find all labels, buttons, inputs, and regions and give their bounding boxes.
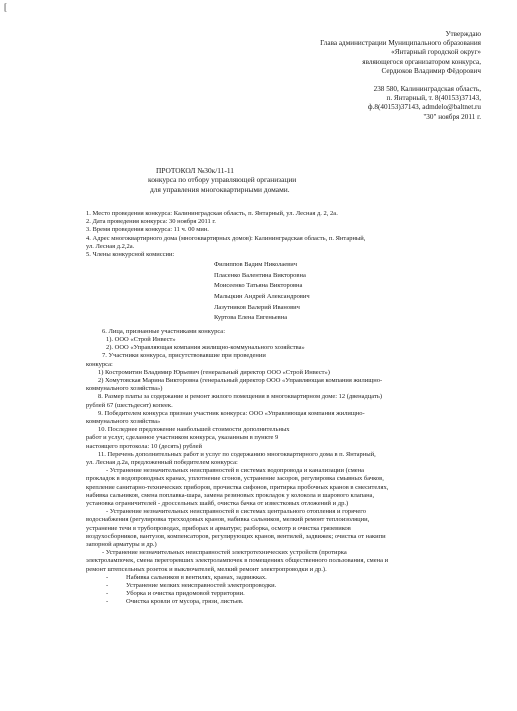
section10-text: 10. Последнее предложение наибольшей стоимости дополнительных bbox=[98, 426, 290, 434]
corner-mark: [ bbox=[4, 2, 8, 12]
protocol-body bbox=[86, 210, 491, 607]
item-commission: 5. Члены конкурсной комиссии: bbox=[86, 251, 175, 259]
address-line: 238 580, Калининградская область, bbox=[373, 85, 481, 94]
member-name: Пласенко Валентина Викторовна bbox=[214, 271, 306, 279]
work-item-heating-cont: запорной арматуры и др.) bbox=[86, 541, 157, 549]
protocol-heading bbox=[148, 166, 378, 194]
work-item-plumbing-cont: крепление санитарно-технических приборов, прочистка сифонов, притирка пробочных кранов в смесителях, bbox=[86, 483, 389, 491]
dash-bullet-icon: - bbox=[106, 598, 109, 606]
section7-heading-cont: конкурса: bbox=[86, 360, 113, 368]
work-item-plumbing-cont: установка ограничителей - дроссельных шайб, очистка бачка от известковых отложений и др.) bbox=[86, 500, 349, 508]
item-address-cont: ул. Лесная д.2,2а. bbox=[86, 242, 135, 250]
work-item-heating-cont: устранение течи в трубопроводах, приборах и арматуре; разборка, осмотр и очистка грязевиков bbox=[86, 524, 351, 532]
member-name: Филиппов Вадим Николаевич bbox=[214, 261, 297, 269]
protocol-subtitle: для управления многоквартирными домами. bbox=[150, 184, 290, 194]
dash-bullet-icon: - bbox=[106, 582, 109, 590]
section6-heading: 6. Лица, признанные участниками конкурса: bbox=[102, 327, 225, 335]
bullet-text: Набивка сальников в вентилях, кранах, задвижках. bbox=[126, 573, 267, 581]
item-date: 2. Дата проведения конкурса: 30 ноября 2011 г. bbox=[86, 218, 216, 226]
work-item-heating-cont: водоснабжения (регулировка трехходовых кранов, набивка сальников, мелкий ремонт теплоизоляции, bbox=[86, 516, 370, 524]
commission-members bbox=[86, 260, 491, 324]
address-line: ф.8(40153)37143, admdelo@baltnet.ru bbox=[367, 103, 481, 112]
approval-line: Утверждаю bbox=[445, 30, 481, 38]
approval-line: Глава администрации Муниципального образования bbox=[320, 39, 481, 48]
section11-heading-cont: ул. Лесная д.2а, предложенный победителем конкурса: bbox=[86, 459, 238, 467]
section8-text-cont: рублей 67 (шестьдесят) копеек. bbox=[86, 401, 173, 409]
protocol-subtitle: конкурса по отбору управляющей организации bbox=[148, 175, 297, 185]
work-item-electrical-cont: электролампочек, смена перегоревших электролампочек в помещениях общественного пользования, смена и bbox=[86, 557, 389, 565]
dash-bullet-icon: - bbox=[106, 590, 109, 598]
section7-heading: 7. Участники конкурса, присутствовавшие при проведении bbox=[102, 352, 266, 360]
participant-item: 1). ООО «Строй Инвест» bbox=[106, 335, 176, 343]
section8-text: 8. Размер платы за содержание и ремонт жилого помещения в многоквартирном доме: 12 (двенадцать) bbox=[98, 393, 382, 401]
bullet-text: Уборка и очистка придомовой территории. bbox=[126, 590, 245, 598]
work-item-electrical-cont: ремонт штепсельных розеток и выключателей, мелкий ремонт электропроводки и др.). bbox=[86, 565, 327, 573]
member-name: Моисеенко Татьяна Викторовна bbox=[214, 282, 303, 290]
member-name: Куртова Елена Евгеньевна bbox=[214, 314, 288, 322]
bullet-item bbox=[86, 598, 491, 606]
approval-line: являющегося организатором конкурса, bbox=[362, 57, 481, 66]
item-time: 3. Время проведения конкурса: 11 ч. 00 мин. bbox=[86, 226, 209, 234]
section9-text-cont: коммунального хозяйства» bbox=[86, 418, 161, 426]
bullet-item bbox=[86, 574, 491, 582]
attendee-item: 2) Хомутовская Марина Викторовна (генеральный директор ООО «Управляющая компания жилищно- bbox=[98, 377, 383, 384]
section9-text: 9. Победителем конкурса признан участник конкурса: ООО «Управляющая компания жилищно- bbox=[98, 409, 365, 417]
work-item-plumbing-cont: прокладок в водопроводных кранах, уплотнение сгонов, устранение засоров, регулировка смывных бачков, bbox=[86, 475, 384, 483]
participant-item: 2). ООО «Управляющая компания жилищно-коммунального хозяйства» bbox=[106, 344, 305, 352]
section10-text-cont: работ и услуг, сделанное участником конкурса, указанным в пункте 9 bbox=[86, 434, 279, 442]
attendee-item-cont: коммунального хозяйства») bbox=[86, 385, 163, 393]
bullet-text: Устранение мелких неисправностей электропроводки. bbox=[126, 582, 277, 590]
bullet-item bbox=[86, 590, 491, 598]
attendee-item: 1) Костромитин Владимир Юрьевич (генеральный директор ООО «Строй Инвест») bbox=[98, 368, 330, 376]
member-name: Мальцкин Андрей Александрович bbox=[214, 293, 310, 300]
work-item-heating: - Устранение незначительных неисправностей в системах центрального отопления и горячего bbox=[106, 508, 367, 516]
section10-text-cont: настоящего протокола: 10 (десять) рублей bbox=[86, 442, 203, 450]
item-address: 4. Адрес многоквартирного дома (многоквартирных домов): Калининградская область, п. Янтарный, bbox=[86, 234, 366, 242]
protocol-title: ПРОТОКОЛ №30к/11-11 bbox=[156, 166, 234, 175]
approval-line: «Янтарный городской округ» bbox=[391, 48, 481, 57]
bullet-item bbox=[86, 582, 491, 590]
approval-date: "30" ноября 2011 г. bbox=[423, 112, 481, 121]
work-item-plumbing: - Устранение незначительных неисправностей в системах водопровода и канализации (смена bbox=[106, 467, 365, 475]
member-name: Лазутников Валерий Иванович bbox=[214, 303, 300, 311]
bullet-text: Очистка кровли от мусора, грязи, листьев. bbox=[126, 598, 244, 606]
dash-bullet-icon: - bbox=[106, 573, 109, 581]
work-item-electrical: - Устранение незначительных неисправностей электротехнических устройств (протирка bbox=[102, 549, 347, 557]
approval-block bbox=[211, 30, 481, 122]
address-line: п. Янтарный, т. 8(40153)37143, bbox=[386, 94, 481, 103]
item-venue: 1. Место проведения конкурса: Калининградская область, п. Янтарный, ул. Лесная д. 2, 2а. bbox=[86, 210, 338, 217]
approval-signatory: Сердюков Владимир Фёдорович bbox=[381, 66, 481, 75]
work-item-plumbing-cont: набивка сальников, смена поплавка-шара, замена резиновых прокладок у колокола и шарового клапана, bbox=[86, 491, 375, 499]
work-item-heating-cont: воздухосборников, вантузов, компенсаторов, регулирующих кранов, вентилей, задвижек; очистка от накипи bbox=[86, 532, 386, 540]
section11-heading: 11. Перечень дополнительных работ и услуг по содержанию многоквартирного дома в п. Янтарный, bbox=[98, 450, 376, 458]
